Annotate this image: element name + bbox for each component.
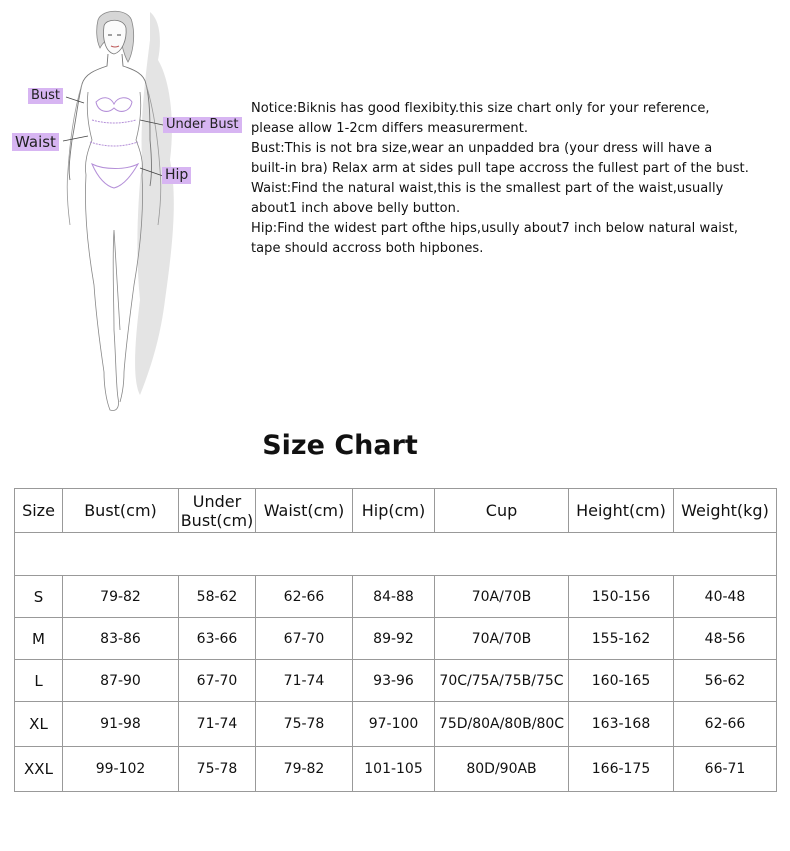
size-chart-table <box>14 488 777 792</box>
bust-label: Bust <box>28 88 63 104</box>
figure-body-outline <box>69 54 151 186</box>
under-bust-label: Under Bust <box>163 117 242 133</box>
cell-bust: 79-82 <box>63 576 179 618</box>
cell-waist: 62-66 <box>256 576 353 618</box>
table-row <box>15 747 777 792</box>
table-row <box>15 702 777 747</box>
notice-line: about1 inch above belly button. <box>251 201 461 216</box>
cell-cup: 75D/80A/80B/80C <box>435 702 569 747</box>
cell-waist: 67-70 <box>256 618 353 660</box>
cell-under-bust: 71-74 <box>179 702 256 747</box>
notice-line: Hip:Find the widest part ofthe hips,usully about7 inch below natural waist, <box>251 221 739 236</box>
cell-waist: 71-74 <box>256 660 353 702</box>
figure-shadow <box>135 12 174 395</box>
figure-legs <box>85 175 142 411</box>
cell-size: L <box>15 660 63 702</box>
header-hip: Hip(cm) <box>353 489 435 533</box>
cell-size: XXL <box>15 747 63 792</box>
cell-cup: 80D/90AB <box>435 747 569 792</box>
cell-hip: 97-100 <box>353 702 435 747</box>
cell-waist: 75-78 <box>256 702 353 747</box>
header-waist: Waist(cm) <box>256 489 353 533</box>
cell-hip: 89-92 <box>353 618 435 660</box>
cell-bust: 83-86 <box>63 618 179 660</box>
header-height: Height(cm) <box>569 489 674 533</box>
table-row <box>15 660 777 702</box>
table-row <box>15 618 777 660</box>
cell-size: XL <box>15 702 63 747</box>
cell-height: 160-165 <box>569 660 674 702</box>
body-measurement-illustration <box>0 0 260 420</box>
table-row <box>15 576 777 618</box>
cell-weight: 56-62 <box>674 660 777 702</box>
cell-bust: 99-102 <box>63 747 179 792</box>
cell-waist: 79-82 <box>256 747 353 792</box>
cell-under-bust: 63-66 <box>179 618 256 660</box>
cell-size: S <box>15 576 63 618</box>
cell-bust: 91-98 <box>63 702 179 747</box>
cell-under-bust: 58-62 <box>179 576 256 618</box>
cell-weight: 48-56 <box>674 618 777 660</box>
model-figure-drawing <box>0 0 260 420</box>
cell-weight: 66-71 <box>674 747 777 792</box>
cell-hip: 93-96 <box>353 660 435 702</box>
cell-cup: 70C/75A/75B/75C <box>435 660 569 702</box>
notice-line: tape should accross both hipbones. <box>251 241 484 256</box>
cell-hip: 101-105 <box>353 747 435 792</box>
notice-line: Bust:This is not bra size,wear an unpadded bra (your dress will have a <box>251 141 713 156</box>
header-weight: Weight(kg) <box>674 489 777 533</box>
cell-cup: 70A/70B <box>435 576 569 618</box>
measurement-notice <box>251 99 781 259</box>
header-cup: Cup <box>435 489 569 533</box>
hip-label: Hip <box>162 167 191 184</box>
cell-weight: 62-66 <box>674 702 777 747</box>
cell-height: 155-162 <box>569 618 674 660</box>
notice-line: built-in bra) Relax arm at sides pull tape accross the fullest part of the bust. <box>251 161 749 176</box>
notice-line: please allow 1-2cm differs measurerment. <box>251 121 529 136</box>
header-under-bust: Under Bust(cm) <box>179 489 256 533</box>
cell-weight: 40-48 <box>674 576 777 618</box>
cell-size: M <box>15 618 63 660</box>
header-size: Size <box>15 489 63 533</box>
cell-height: 166-175 <box>569 747 674 792</box>
header-bust: Bust(cm) <box>63 489 179 533</box>
cell-hip: 84-88 <box>353 576 435 618</box>
size-chart-title: Size Chart <box>262 430 418 461</box>
notice-line: Waist:Find the natural waist,this is the smallest part of the waist,usually <box>251 181 724 196</box>
cell-height: 163-168 <box>569 702 674 747</box>
cell-bust: 87-90 <box>63 660 179 702</box>
blank-spacer-row <box>15 533 777 576</box>
cell-under-bust: 75-78 <box>179 747 256 792</box>
notice-line: Notice:Biknis has good flexibity.this size chart only for your reference, <box>251 101 710 116</box>
waist-label: Waist <box>12 133 59 151</box>
cell-height: 150-156 <box>569 576 674 618</box>
cell-cup: 70A/70B <box>435 618 569 660</box>
table-header-row <box>15 489 777 533</box>
cell-under-bust: 67-70 <box>179 660 256 702</box>
